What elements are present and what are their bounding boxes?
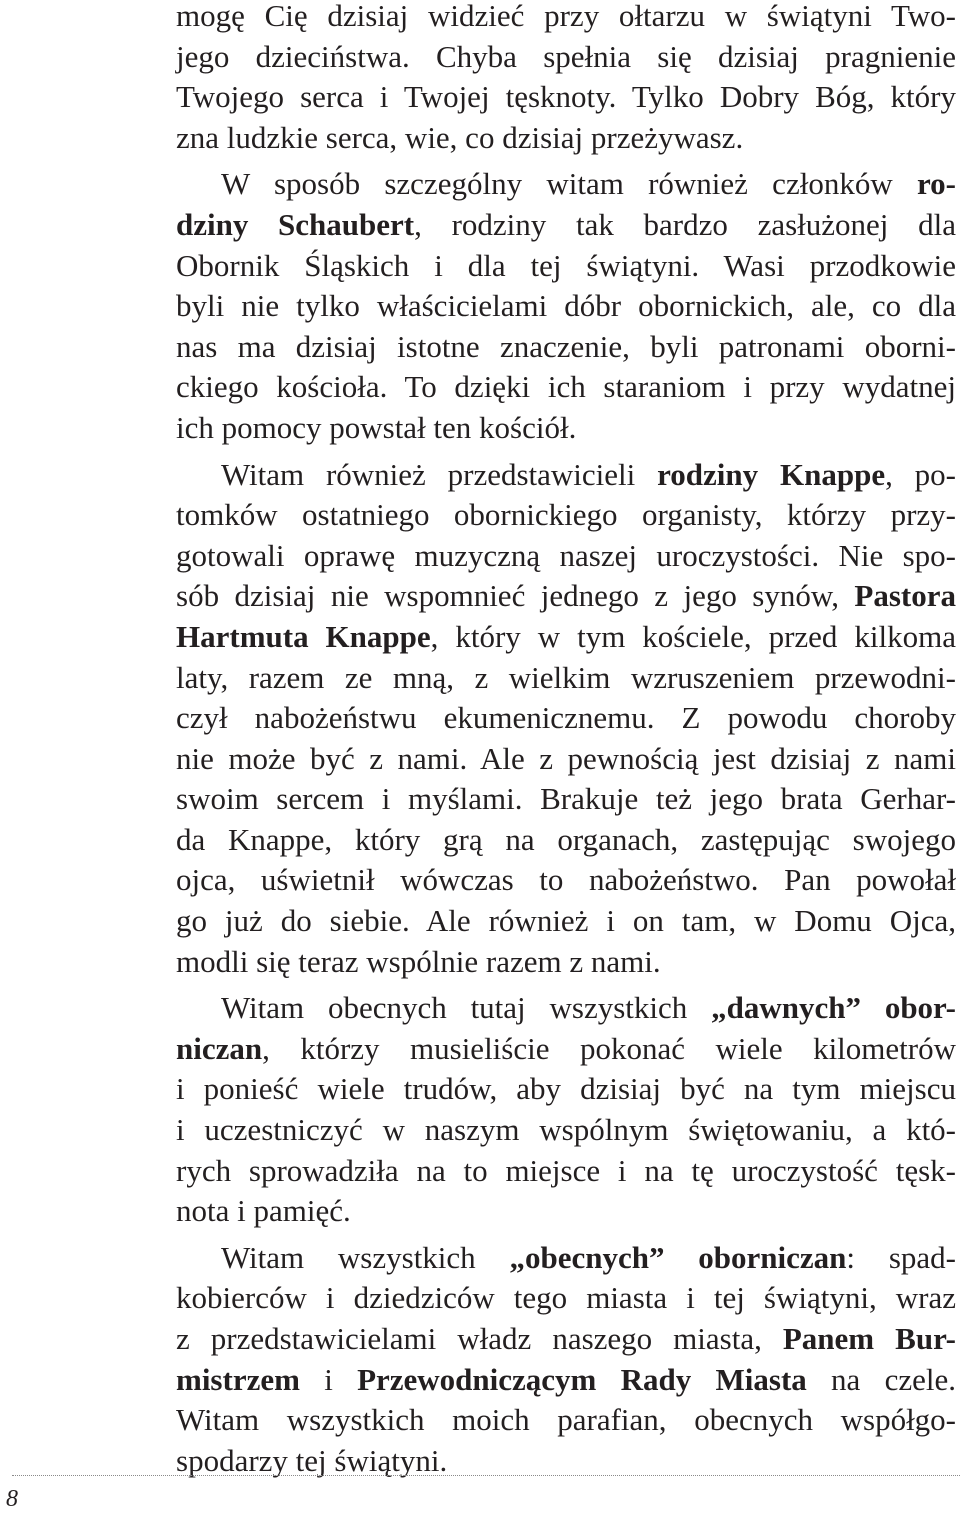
text-run: gotowali oprawę muzyczną naszej uroczystości. Nie spo- [176, 537, 956, 573]
text-line [176, 0, 956, 37]
text-line [176, 246, 956, 287]
text-line [176, 739, 956, 780]
text-run: na czele. [806, 1361, 956, 1397]
text-run: da Knappe, który grą na organach, zastępując swojego [176, 821, 956, 857]
text-run: spodarzy tej świątyni. [176, 1442, 448, 1478]
text-run: , rodziny tak bardzo zasłużonej dla [414, 206, 956, 242]
text-line [176, 536, 956, 577]
text-run: swoim sercem i myślami. Brakuje też jego brata Gerhar- [176, 781, 956, 817]
body-text [176, 0, 956, 1481]
text-run: nie może być z nami. Ale z pewnością jest dzisiaj z nami [176, 740, 956, 776]
text-run: mogę Cię dzisiaj widzieć przy ołtarzu w świątyni Two- [176, 0, 956, 33]
text-run: modli się teraz wspólnie razem z nami. [176, 943, 661, 979]
text-run: Witam wszystkich moich parafian, obecnych współgo- [176, 1402, 956, 1438]
paragraph [176, 0, 956, 158]
text-run: ojca, uświetnił wówczas to nabożeństwo. Pan powołał [176, 862, 956, 898]
text-line [176, 1029, 956, 1070]
text-run: ich pomocy powstał ten kościół. [176, 409, 577, 445]
text-line [176, 286, 956, 327]
bold-text: mistrzem [176, 1361, 300, 1397]
text-run: i [299, 1361, 358, 1397]
text-line [176, 77, 956, 118]
text-run: W sposób szczególny witam również członków [221, 166, 917, 202]
text-line [176, 698, 956, 739]
text-line [176, 1110, 956, 1151]
bold-text: rodziny Knappe [657, 456, 886, 492]
text-run: jego dzieciństwa. Chyba spełnia się dzisiaj pragnienie [176, 38, 956, 74]
text-line [176, 1319, 956, 1360]
text-line [176, 779, 956, 820]
text-run: laty, razem ze mną, z wielkim wzruszeniem przewodni- [176, 659, 956, 695]
text-run: byli nie tylko właścicielami dóbr obornickich, ale, co dla [176, 288, 956, 324]
text-run: rych sprowadziła na to miejsce i na tę uroczystość tęsk- [176, 1152, 956, 1188]
text-line [176, 495, 956, 536]
paragraph [176, 988, 956, 1232]
text-line [176, 1360, 956, 1401]
text-run: Witam również przedstawicieli [221, 456, 658, 492]
text-run: tomków ostatniego obornickiego organisty, którzy przy- [176, 497, 956, 533]
footer-divider [12, 1475, 960, 1476]
text-run: Twojego serca i Twojej tęsknoty. Tylko Dobry Bóg, który [176, 79, 956, 115]
paragraph [176, 1238, 956, 1482]
text-run: Witam wszystkich [221, 1239, 510, 1275]
text-line [176, 1278, 956, 1319]
text-line [176, 860, 956, 901]
text-line [176, 576, 956, 617]
text-line [176, 205, 956, 246]
text-line [176, 617, 956, 658]
text-line [176, 901, 956, 942]
text-line [176, 1151, 956, 1192]
bold-text: Pastora [854, 578, 956, 614]
text-line [176, 1238, 956, 1279]
bold-text: „obecnych” oborniczan [509, 1239, 847, 1275]
paragraph [176, 455, 956, 983]
text-run: sób dzisiaj nie wspomnieć jednego z jego synów, [176, 578, 855, 614]
text-line [176, 455, 956, 496]
text-run: Witam obecnych tutaj wszystkich [221, 990, 712, 1026]
bold-text: „dawnych” obor- [711, 990, 956, 1026]
text-run: ckiego kościoła. To dzięki ich staraniom i przy wydatnej [176, 369, 956, 405]
text-line [176, 164, 956, 205]
text-line [176, 1191, 956, 1232]
text-run: i uczestniczyć w naszym wspólnym świętowaniu, a któ- [176, 1112, 956, 1148]
text-line [176, 820, 956, 861]
bold-text: Przewodniczącym Rady Miasta [357, 1361, 807, 1397]
paragraph [176, 164, 956, 448]
text-line [176, 942, 956, 983]
text-line [176, 327, 956, 368]
bold-text: ro- [916, 166, 956, 202]
text-run: go już do siebie. Ale również i on tam, w Domu Ojca, [176, 903, 956, 939]
text-run: kobierców i dziedziców tego miasta i tej świątyni, wraz [176, 1280, 956, 1316]
text-line [176, 988, 956, 1029]
text-line [176, 367, 956, 408]
text-run: , który w tym kościele, przed kilkoma [430, 618, 956, 654]
text-line [176, 37, 956, 78]
text-run: nas ma dzisiaj istotne znaczenie, byli patronami oborni- [176, 328, 956, 364]
text-line [176, 1069, 956, 1110]
page-number: 8 [6, 1486, 18, 1512]
text-line [176, 408, 956, 449]
text-line [176, 118, 956, 159]
bold-text: Hartmuta Knappe [176, 618, 431, 654]
text-run: nota i pamięć. [176, 1193, 351, 1229]
bold-text: Panem Bur- [782, 1321, 956, 1356]
text-run: Obornik Śląskich i dla tej świątyni. Wasi przodkowie [176, 247, 956, 283]
text-run: , po- [885, 456, 957, 492]
text-run: z przedstawicielami władz naszego miasta, [176, 1321, 783, 1356]
text-line [176, 658, 956, 699]
text-run: zna ludzkie serca, wie, co dzisiaj przeżywasz. [176, 119, 744, 155]
text-line [176, 1400, 956, 1441]
text-run: i ponieść wiele trudów, aby dzisiaj być na tym miejscu [176, 1071, 956, 1107]
text-run: czył nabożeństwu ekumenicznemu. Z powodu choroby [176, 700, 956, 736]
text-run: : spad- [846, 1239, 956, 1275]
bold-text: dziny Schaubert [176, 206, 415, 242]
text-run: , którzy musieliście pokonać wiele kilometrów [262, 1030, 956, 1066]
bold-text: niczan [176, 1030, 263, 1066]
